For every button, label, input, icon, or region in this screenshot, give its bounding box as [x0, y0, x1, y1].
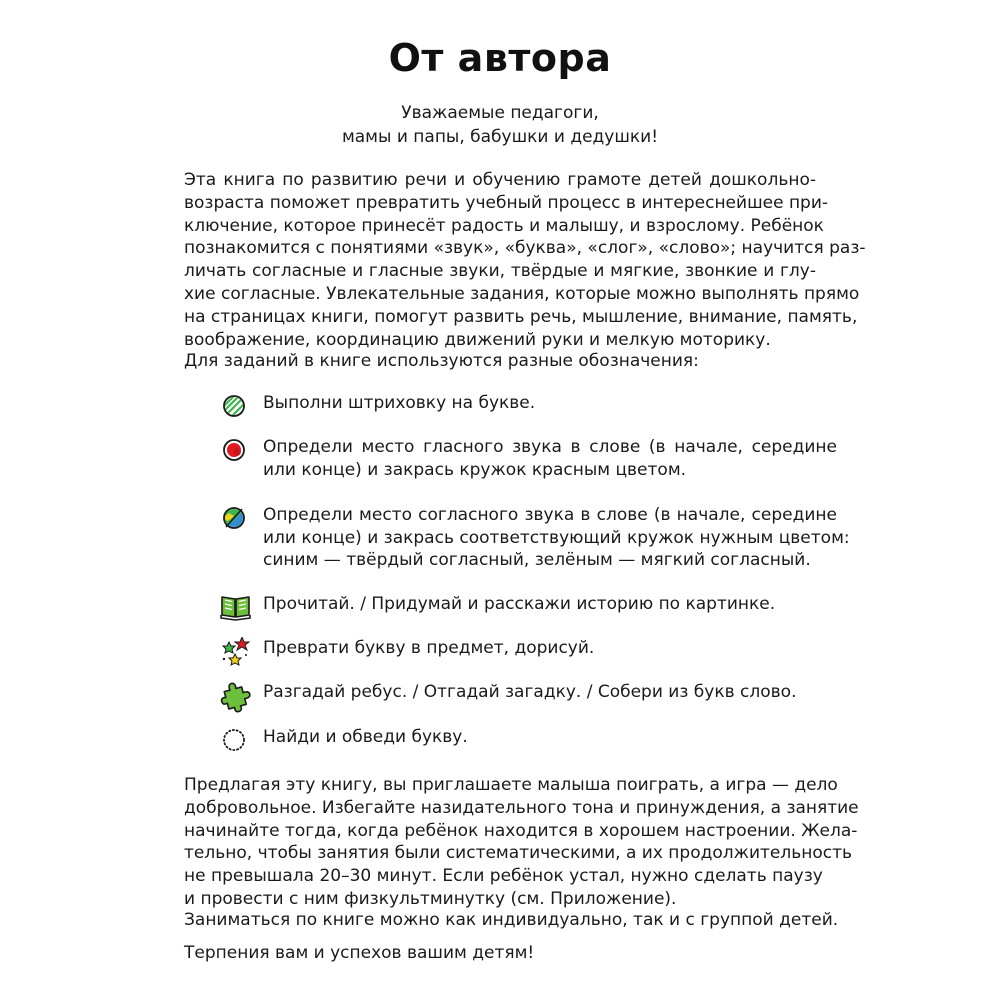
legend-line: или конце) и закрась соответствующий кружок нужным цветом: [263, 527, 850, 548]
open-book-icon [220, 593, 250, 623]
legend-line: Определи место гласного звука в слове (в начале, середине [263, 437, 837, 457]
greeting-line: мамы и папы, бабушки и дедушки! [341, 127, 659, 147]
legend-line: Определи место согласного звука в слове (в начале, середине [263, 505, 837, 525]
greeting-line: Уважаемые педагоги, [401, 103, 599, 123]
intro-line: личать согласные и гласные звуки, твёрдые и мягкие, звонкие и глу- [184, 261, 816, 282]
intro-line: возраста поможет превратить учебный процесс в интереснейшее при- [184, 192, 829, 213]
closing-line: Предлагая эту книгу, вы приглашаете малыша поиграть, а игра — дело [184, 775, 838, 795]
intro-line: хие согласные. Увлекательные задания, которые можно выполнять прямо [184, 283, 860, 304]
closing-line: и провести с ним физкультминутку (см. Приложение). [184, 888, 677, 909]
intro-paragraph [184, 169, 866, 351]
closing-line: тельно, чтобы занятия были систематическими, а их продолжительность [184, 843, 853, 864]
intro-line: Эта книга по развитию речи и обучению грамоте детей дошкольно- [184, 170, 816, 190]
red-circle-icon [220, 436, 250, 466]
intro-line: ключение, которое принесёт радость и малышу, и взрослому. Ребёнок [184, 215, 824, 236]
legend-text [263, 637, 837, 660]
dotted-circle-icon [220, 726, 250, 756]
intro-line: познакомится с понятиями «звук», «буква», «слог», «слово»; научится раз- [184, 238, 866, 259]
legend-line: Разгадай ребус. / Отгадай загадку. / Собери из букв слово. [263, 682, 797, 702]
puzzle-piece-icon [220, 681, 250, 711]
legend-text [263, 593, 837, 616]
legend-text [263, 392, 837, 415]
intro-line: воображение, координацию движений руки и мелкую моторику. [184, 329, 771, 350]
group-note: Заниматься по книге можно как индивидуально, так и с группой детей. [184, 910, 839, 930]
closing-line: добровольное. Избегайте назидательного тона и принуждения, а занятие [184, 797, 859, 818]
legend-text [263, 726, 837, 749]
greeting [0, 101, 1000, 149]
legend-text [263, 504, 850, 572]
hatched-circle-icon [220, 392, 250, 422]
closing-line: не превышала 20–30 минут. Если ребёнок устал, нужно сделать паузу [184, 866, 823, 887]
legend-text [263, 436, 837, 481]
legend-line: Выполни штриховку на букве. [263, 393, 536, 413]
closing-paragraph [184, 774, 859, 911]
legend-line: или конце) и закрась кружок красным цветом. [263, 459, 687, 480]
legend-line: синим — твёрдый согласный, зелёным — мягкий согласный. [263, 550, 811, 570]
legend-line: Преврати букву в предмет, дорисуй. [263, 638, 595, 658]
legend-intro: Для заданий в книге используются разные обозначения: [184, 351, 699, 371]
legend-line: Прочитай. / Придумай и расскажи историю по картинке. [263, 594, 776, 614]
blue-green-circle-icon [220, 504, 250, 534]
legend-line: Найди и обведи букву. [263, 727, 468, 747]
stars-icon [220, 637, 250, 667]
closing-wish: Терпения вам и успехов вашим детям! [184, 943, 535, 963]
closing-line: начинайте тогда, когда ребёнок находится в хорошем настроении. Жела- [184, 820, 858, 841]
legend-text [263, 681, 837, 704]
page-title: От автора [388, 36, 612, 80]
intro-line: на страницах книги, помогут развить речь, мышление, внимание, память, [184, 306, 858, 327]
